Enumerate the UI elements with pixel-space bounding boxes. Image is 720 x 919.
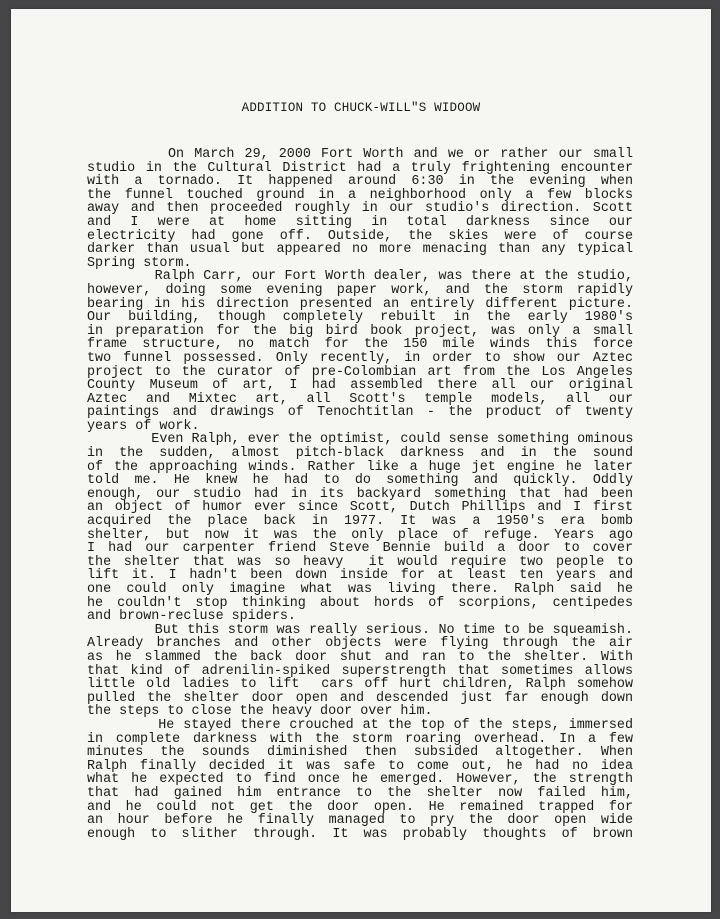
text-line: in preparation for the big bird book project, was only a small [87, 323, 633, 339]
text-line: Already branches and other objects were flying through the air [87, 636, 633, 652]
text-line: and brown-recluse spiders. [87, 609, 296, 625]
text-line: studio in the Cultural District had a truly frightening encounter [87, 160, 633, 176]
text-line: Even Ralph, ever the optimist, could sense something ominous [87, 432, 634, 448]
text-line: He stayed there crouched at the top of the steps, immersed [87, 717, 633, 733]
text-line: acquired the place back in 1977. It was a 1950's era bomb [87, 514, 633, 530]
text-line: electricity had gone off. Outside, the skies were of course [87, 228, 633, 244]
text-line: with a tornado. It happened around 6:30 in the evening when [87, 174, 633, 190]
text-line: an object of humor ever since Scott, Dutch Phillips and I first [87, 500, 633, 516]
text-line: shelter, but now it was the only place of refuge. Years ago [87, 527, 633, 543]
text-line: years of work. [87, 418, 200, 434]
text-line: project to the curator of pre-Colombian art from the Los Angeles [87, 364, 633, 380]
text-line: Our building, though completely rebuilt in the early 1980's [87, 310, 633, 326]
text-line: that kind of adrenilin-spiked superstrength that sometimes allows [87, 663, 633, 679]
text-line: frame structure, no match for the 150 mile winds this force [87, 337, 633, 353]
text-line: the shelter that was so heavy it would require two people to [87, 554, 633, 570]
text-line: pulled the shelter door open and descended just far enough down [87, 690, 633, 706]
text-line: in the sudden, almost pitch-black darkness and in the sound [87, 446, 633, 462]
text-line: little old ladies to lift cars off hurt children, Ralph somehow [87, 677, 633, 693]
text-line: that had gained him entrance to the shelter now failed him, [87, 785, 633, 801]
text-line: lift it. I hadn't been down inside for at least ten years and [87, 568, 633, 584]
text-line: an hour before he finally managed to pry the door open wide [87, 813, 633, 829]
text-line: bearing in his direction presented an entirely different picture. [87, 296, 633, 312]
document-title: ADDITION TO CHUCK-WILL"S WIDOOW [241, 101, 481, 115]
text-line: Aztec and Mixtec art, all Scott's temple models, all our [87, 391, 633, 407]
document-page [11, 9, 711, 912]
text-line: in complete darkness with the storm roaring overhead. In a few [87, 731, 633, 747]
text-line: Spring storm. [87, 255, 192, 271]
text-line: minutes the sounds diminished then subsided altogether. When [87, 745, 633, 761]
text-line: enough to slither through. It was probably thoughts of brown [87, 826, 633, 842]
text-line: told me. He knew he had to do something and quickly. Oddly [87, 473, 633, 489]
text-line: one could only imagine what was living there. Ralph said he [87, 582, 633, 597]
text-line: of the approaching winds. Rather like a huge jet engine he later [87, 459, 633, 475]
text-line: darker than usual but appeared no more menacing than any typical [87, 242, 633, 258]
text-line: But this storm was really serious. No time to be squeamish. [87, 622, 633, 638]
text-line: I had our carpenter friend Steve Bennie build a door to cover [87, 541, 633, 557]
text-line: Ralph finally decided it was safe to come out, he had no idea [87, 758, 633, 774]
text-line: away and then proceeded roughly in our studio's direction. Scott [87, 201, 633, 217]
text-line: On March 29, 2000 Fort Worth and we or rather our small [87, 147, 633, 162]
text-line: and he could not get the door open. He remained trapped for [87, 799, 633, 815]
text-line: enough, our studio had in its backyard something that had been [87, 486, 633, 502]
text-line: County Museum of art, I had assembled there all our original [87, 378, 633, 394]
text-line: he couldn't stop thinking about hords of scorpions, centipedes [87, 595, 633, 611]
document-body [87, 148, 633, 841]
text-line: as he slammed the back door shut and ran to the shelter. With [87, 649, 633, 665]
text-line: however, doing some evening paper work, and the storm rapidly [87, 282, 633, 298]
text-line: and I were at home sitting in total darkness since our [87, 214, 633, 230]
text-line: the funnel touched ground in a neighborhood only a few blocks [87, 187, 633, 203]
text-line: Ralph Carr, our Fort Worth dealer, was there at the studio, [87, 269, 633, 285]
text-line: what he expected to find once he emerged. However, the strength [87, 772, 633, 788]
text-line: the steps to close the heavy door over him. [87, 704, 433, 720]
text-line: paintings and drawings of Tenochtitlan - the product of twenty [87, 405, 633, 421]
text-line: two funnel possessed. Only recently, in order to show our Aztec [87, 350, 633, 366]
